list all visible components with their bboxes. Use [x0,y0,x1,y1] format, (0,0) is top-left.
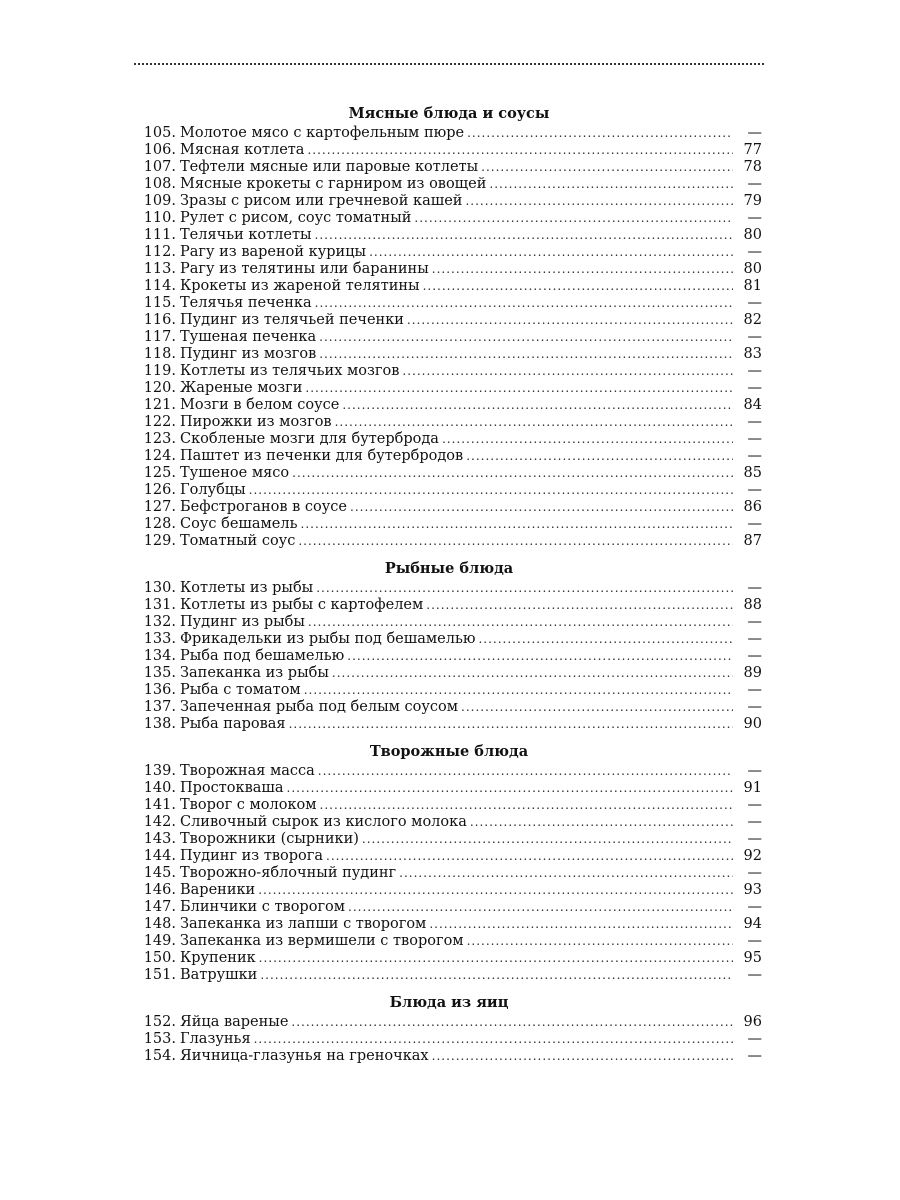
top-dotted-rule [134,63,764,65]
dot-leader [347,648,733,665]
dot-leader [399,865,733,882]
entry-title: Молотое мясо с картофельным пюре [180,125,465,141]
toc-entry [136,933,762,950]
entry-title: Рагу из вареной курицы [180,244,367,260]
toc-entry [136,465,762,482]
entry-title: Пудинг из телячьей печенки [180,312,404,328]
dot-leader [350,499,733,516]
entry-title: Ватрушки [180,967,258,983]
entry-number: 141. [143,797,176,813]
entry-title: Запеканка из лапши с творогом [180,916,427,932]
entry-page-number: 83 [743,346,762,362]
toc-entry [136,346,762,363]
entry-page-number: 96 [743,1014,762,1030]
entry-title: Рагу из телятины или баранины [180,261,429,277]
entry-number: 119. [143,363,176,379]
entry-title: Рыба паровая [180,716,286,732]
entry-number: 117. [143,329,176,345]
toc-entry [136,329,762,346]
dot-leader [319,346,733,363]
entry-number: 132. [143,614,176,630]
toc-entry [136,950,762,967]
entry-number: 151. [143,967,176,983]
toc-entry [136,1031,762,1048]
dot-leader [466,448,733,465]
entry-number: 126. [143,482,176,498]
entry-title: Мозги в белом соусе [180,397,340,413]
entry-number: 116. [143,312,176,328]
dot-leader [258,882,733,899]
entry-number: 111. [143,227,176,243]
entry-number: 109. [143,193,176,209]
entry-title: Бефстроганов в соусе [180,499,348,515]
toc-entry [136,614,762,631]
section-title: Блюда из яиц [389,994,509,1011]
entry-title: Котлеты из рыбы [180,580,314,596]
entry-page-number: 94 [743,916,762,932]
entry-title: Голубцы [180,482,246,498]
entry-title: Простокваша [180,780,284,796]
entry-number: 127. [143,499,176,515]
entry-title: Зразы с рисом или гречневой кашей [180,193,463,209]
entry-number: 152. [143,1014,176,1030]
entry-number: 135. [143,665,176,681]
entry-number: 131. [143,597,176,613]
entry-page-number: — [747,648,762,664]
section-title: Рыбные блюда [384,560,514,577]
dot-leader [319,329,733,346]
dot-leader [304,682,733,699]
entry-title: Творожники (сырники) [180,831,359,847]
toc-entry [136,414,762,431]
entry-page-number: — [747,865,762,881]
toc-entry [136,631,762,648]
toc-entry [136,176,762,193]
toc-entry [136,882,762,899]
entry-page-number: 93 [743,882,762,898]
dot-leader [348,899,733,916]
entry-number: 138. [143,716,176,732]
toc-entry [136,363,762,380]
entry-page-number: — [747,631,762,647]
entry-number: 153. [143,1031,176,1047]
dot-leader [369,244,733,261]
toc-entry [136,397,762,414]
toc-entry [136,261,762,278]
entry-title: Яичница-глазунья на греночках [180,1048,429,1064]
toc-entry [136,142,762,159]
section-title: Творожные блюда [369,743,529,760]
entry-page-number: — [747,899,762,915]
entry-title: Запеченная рыба под белым соусом [180,699,459,715]
dot-leader [298,533,733,550]
dot-leader [315,227,733,244]
dot-leader [320,797,733,814]
entry-title: Телячьи котлеты [180,227,312,243]
entry-title: Мясные крокеты с гарниром из овощей [180,176,487,192]
entry-page-number: — [747,363,762,379]
entry-page-number: — [747,933,762,949]
entry-page-number: 80 [743,261,762,277]
entry-page-number: 88 [743,597,762,613]
entry-page-number: — [747,516,762,532]
dot-leader [461,699,733,716]
dot-leader [465,193,733,210]
table-of-contents [136,103,762,1065]
dot-leader [315,295,733,312]
entry-page-number: — [747,831,762,847]
entry-title: Фрикадельки из рыбы под бешамелью [180,631,476,647]
entry-page-number: 86 [743,499,762,515]
entry-title: Пирожки из мозгов [180,414,332,430]
toc-entry [136,899,762,916]
entry-title: Котлеты из телячьих мозгов [180,363,400,379]
dot-leader [305,380,733,397]
dot-leader [307,142,733,159]
entry-number: 118. [143,346,176,362]
entry-title: Творожно-яблочный пудинг [180,865,397,881]
entry-title: Котлеты из рыбы с картофелем [180,597,424,613]
dot-leader [249,482,733,499]
toc-entry [136,699,762,716]
dot-leader [259,950,733,967]
entry-number: 113. [143,261,176,277]
entry-page-number: — [747,699,762,715]
entry-page-number: — [747,125,762,141]
entry-title: Жареные мозги [180,380,303,396]
entry-page-number: — [747,797,762,813]
toc-entry [136,193,762,210]
entry-page-number: — [747,431,762,447]
entry-number: 120. [143,380,176,396]
entry-page-number: — [747,329,762,345]
toc-entry [136,797,762,814]
entry-number: 148. [143,916,176,932]
dot-leader [489,176,733,193]
toc-entry [136,448,762,465]
entry-number: 114. [143,278,176,294]
dot-leader [362,831,733,848]
dot-leader [326,848,733,865]
dot-leader [287,780,733,797]
entry-title: Запеканка из вермишели с творогом [180,933,464,949]
entry-title: Тушеная печенка [180,329,317,345]
toc-entry [136,227,762,244]
dot-leader [335,414,733,431]
toc-entry [136,244,762,261]
entry-title: Пудинг из творога [180,848,323,864]
toc-entry [136,1014,762,1031]
toc-entry [136,295,762,312]
entry-title: Пудинг из мозгов [180,346,317,362]
entry-number: 125. [143,465,176,481]
entry-number: 110. [143,210,176,226]
toc-entry [136,1048,762,1065]
entry-page-number: 85 [743,465,762,481]
entry-page-number: — [747,244,762,260]
entry-title: Мясная котлета [180,142,305,158]
entry-number: 140. [143,780,176,796]
toc-entry [136,831,762,848]
entry-title: Вареники [180,882,256,898]
entry-number: 150. [143,950,176,966]
entry-number: 106. [143,142,176,158]
entry-number: 149. [143,933,176,949]
dot-leader [467,933,733,950]
dot-leader [478,631,733,648]
entry-page-number: — [747,682,762,698]
entry-page-number: 79 [743,193,762,209]
entry-number: 144. [143,848,176,864]
entry-title: Рыба с томатом [180,682,301,698]
toc-entry [136,665,762,682]
toc-entry [136,716,762,733]
entry-number: 154. [143,1048,176,1064]
dot-leader [432,261,733,278]
entry-title: Сливочный сырок из кислого молока [180,814,467,830]
entry-number: 136. [143,682,176,698]
entry-title: Творожная масса [180,763,315,779]
toc-entry [136,210,762,227]
toc-entry [136,380,762,397]
dot-leader [342,397,733,414]
toc-entry [136,763,762,780]
entry-title: Тушеное мясо [180,465,290,481]
entry-page-number: 82 [743,312,762,328]
dot-leader [432,1048,733,1065]
entry-number: 122. [143,414,176,430]
toc-entry [136,848,762,865]
entry-title: Пудинг из рыбы [180,614,305,630]
entry-title: Рулет с рисом, соус томатный [180,210,412,226]
toc-entry [136,814,762,831]
entry-page-number: — [747,580,762,596]
toc-entry [136,533,762,550]
entry-number: 128. [143,516,176,532]
entry-title: Глазунья [180,1031,251,1047]
entry-page-number: — [747,380,762,396]
toc-entry [136,682,762,699]
entry-title: Крокеты из жареной телятины [180,278,420,294]
entry-title: Крупеник [180,950,256,966]
toc-entry [136,516,762,533]
toc-section-list [136,763,762,984]
dot-leader [470,814,733,831]
entry-title: Телячья печенка [180,295,312,311]
entry-number: 137. [143,699,176,715]
dot-leader [481,159,733,176]
entry-title: Запеканка из рыбы [180,665,329,681]
entry-title: Яйца вареные [180,1014,289,1030]
entry-page-number: — [747,1048,762,1064]
entry-title: Блинчики с творогом [180,899,346,915]
entry-page-number: 81 [743,278,762,294]
entry-number: 134. [143,648,176,664]
toc-entry [136,278,762,295]
entry-title: Рыба под бешамелью [180,648,345,664]
toc-entry [136,648,762,665]
entry-page-number: — [747,967,762,983]
toc-entry [136,482,762,499]
dot-leader [318,763,733,780]
entry-title: Тефтели мясные или паровые котлеты [180,159,479,175]
dot-leader [407,312,733,329]
dot-leader [332,665,733,682]
toc-section-list [136,580,762,733]
entry-number: 108. [143,176,176,192]
section-title: Мясные блюда и соусы [348,105,550,122]
entry-page-number: 89 [743,665,762,681]
entry-title: Паштет из печенки для бутербродов [180,448,464,464]
entry-number: 147. [143,899,176,915]
toc-entry [136,431,762,448]
entry-title: Томатный соус [180,533,296,549]
toc-entry [136,125,762,142]
entry-number: 145. [143,865,176,881]
entry-page-number: — [747,814,762,830]
entry-page-number: 80 [743,227,762,243]
entry-number: 115. [143,295,176,311]
toc-entry [136,865,762,882]
entry-title: Скобленые мозги для бутерброда [180,431,439,447]
dot-leader [402,363,733,380]
dot-leader [289,716,733,733]
dot-leader [423,278,733,295]
entry-number: 130. [143,580,176,596]
entry-page-number: — [747,210,762,226]
toc-entry [136,916,762,933]
dot-leader [316,580,733,597]
toc-entry [136,499,762,516]
dot-leader [467,125,733,142]
entry-page-number: — [747,448,762,464]
entry-page-number: 87 [743,533,762,549]
toc-entry [136,159,762,176]
entry-page-number: 92 [743,848,762,864]
entry-page-number: 91 [743,780,762,796]
dot-leader [292,465,733,482]
entry-page-number: — [747,176,762,192]
entry-number: 105. [143,125,176,141]
entry-number: 121. [143,397,176,413]
dot-leader [442,431,733,448]
entry-number: 146. [143,882,176,898]
toc-entry [136,597,762,614]
entry-number: 143. [143,831,176,847]
entry-page-number: — [747,414,762,430]
entry-page-number: 90 [743,716,762,732]
toc-section-list [136,125,762,550]
dot-leader [429,916,733,933]
entry-title: Соус бешамель [180,516,298,532]
entry-page-number: — [747,1031,762,1047]
entry-number: 107. [143,159,176,175]
dot-leader [260,967,733,984]
entry-number: 129. [143,533,176,549]
entry-page-number: 77 [743,142,762,158]
entry-title: Творог с молоком [180,797,317,813]
dot-leader [291,1014,733,1031]
entry-page-number: — [747,295,762,311]
entry-number: 112. [143,244,176,260]
entry-page-number: — [747,482,762,498]
dot-leader [414,210,733,227]
entry-page-number: 95 [743,950,762,966]
entry-page-number: 84 [743,397,762,413]
entry-number: 142. [143,814,176,830]
entry-number: 133. [143,631,176,647]
entry-number: 123. [143,431,176,447]
dot-leader [301,516,734,533]
toc-entry [136,312,762,329]
entry-number: 139. [143,763,176,779]
toc-entry [136,780,762,797]
toc-entry [136,580,762,597]
entry-number: 124. [143,448,176,464]
toc-section-list [136,1014,762,1065]
entry-page-number: — [747,763,762,779]
dot-leader [426,597,733,614]
entry-page-number: — [747,614,762,630]
dot-leader [254,1031,733,1048]
dot-leader [308,614,733,631]
entry-page-number: 78 [743,159,762,175]
toc-entry [136,967,762,984]
